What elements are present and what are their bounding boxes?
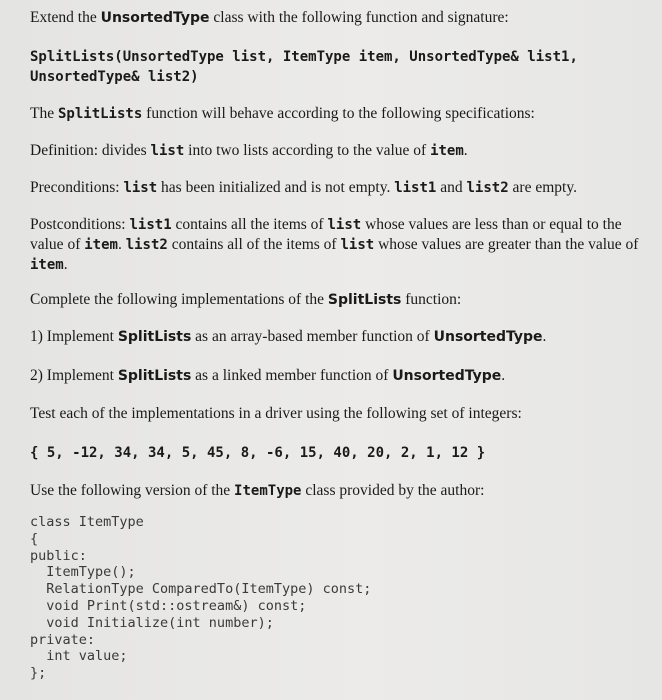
preconditions-paragraph	[30, 178, 644, 198]
complete-post: function:	[401, 291, 462, 308]
code-line: class ItemType	[30, 514, 144, 530]
pre-code-1: list	[123, 180, 158, 196]
code-line: int value;	[30, 648, 128, 665]
definition-post: .	[463, 142, 468, 159]
pre-code-3: list2	[466, 180, 509, 196]
impl1-post: .	[542, 328, 547, 345]
itemtype-code-block	[30, 514, 371, 682]
intro-code: UnsortedType	[100, 10, 210, 26]
impl1-code-1: SplitLists	[117, 329, 192, 345]
intro-paragraph	[30, 8, 644, 28]
definition-pre: Definition: divides	[30, 142, 151, 159]
impl2-mid: as a linked member function of	[191, 367, 393, 384]
pre-code-2: list1	[394, 180, 437, 196]
post-code-6: item	[30, 257, 64, 273]
impl2-post: .	[501, 367, 506, 384]
use-pre: Use the following version of the	[30, 482, 235, 499]
intro-tail: class with the following function and signature:	[209, 9, 509, 26]
definition-mid: into two lists according to the value of	[184, 142, 431, 159]
post-code-2: list	[327, 217, 362, 233]
behave-code: SplitLists	[57, 106, 143, 122]
impl2-paragraph	[30, 366, 644, 386]
postconditions-paragraph	[30, 215, 644, 275]
pre-label: Preconditions:	[30, 179, 124, 196]
definition-paragraph	[30, 141, 644, 161]
test-text: Test each of the implementations in a driver using the following set of integers:	[30, 405, 522, 422]
complete-paragraph	[30, 290, 644, 310]
use-code: ItemType	[234, 483, 302, 499]
impl1-code-2: UnsortedType	[433, 329, 543, 345]
behave-paragraph	[30, 104, 644, 124]
function-signature	[30, 47, 644, 87]
code-line: void Initialize(int number);	[30, 614, 274, 631]
pre-mid-2: and	[436, 179, 467, 196]
integer-set	[30, 443, 644, 463]
test-paragraph	[30, 404, 644, 424]
signature-line-1: SplitLists(UnsortedType list, ItemType item, UnsortedType& list1,	[30, 49, 578, 65]
signature-line-2: UnsortedType& list2)	[30, 69, 199, 85]
post-text-2: whose values are less than or equal to the value of	[30, 216, 622, 253]
behave-pre: The	[30, 105, 58, 122]
post-label: Postconditions:	[30, 216, 130, 233]
definition-code-2: item	[430, 143, 464, 159]
behave-post: function will behave according to the following specifications:	[142, 105, 535, 122]
code-line: public:	[30, 547, 87, 564]
pre-post: are empty.	[508, 179, 577, 196]
code-line: private:	[30, 631, 96, 648]
impl2-code-2: UnsortedType	[392, 368, 502, 384]
impl1-paragraph	[30, 327, 644, 347]
code-line: void Print(std::ostream&) const;	[30, 597, 307, 614]
impl1-mid: as an array-based member function of	[191, 328, 434, 345]
code-line: ItemType();	[30, 564, 136, 581]
code-line: };	[30, 665, 47, 682]
post-text-6: .	[63, 256, 68, 273]
code-line: RelationType ComparedTo(ItemType) const;	[30, 581, 372, 598]
post-code-4: list2	[125, 237, 168, 253]
complete-code: SplitLists	[327, 292, 402, 308]
integer-set-text: { 5, -12, 34, 34, 5, 45, 8, -6, 15, 40, 20, 2, 1, 12 }	[30, 445, 486, 461]
use-version-paragraph	[30, 481, 644, 501]
code-line: {	[30, 530, 39, 547]
post-code-5: list	[340, 237, 375, 253]
post-text-3: .	[117, 236, 126, 253]
complete-pre: Complete the following implementations of the	[30, 291, 328, 308]
post-code-3: item	[84, 237, 118, 253]
impl2-pre: 2) Implement	[30, 367, 118, 384]
post-text-5: whose values are greater than the value of	[374, 236, 639, 253]
definition-code-1: list	[150, 143, 185, 159]
post-code-1: list1	[129, 217, 172, 233]
post-text-1: contains all the items of	[171, 216, 328, 233]
use-post: class provided by the author:	[301, 482, 485, 499]
intro-text: Extend the	[30, 9, 101, 26]
post-text-4: contains all of the items of	[167, 236, 341, 253]
impl1-pre: 1) Implement	[30, 328, 118, 345]
impl2-code-1: SplitLists	[117, 368, 192, 384]
pre-mid-1: has been initialized and is not empty.	[157, 179, 395, 196]
